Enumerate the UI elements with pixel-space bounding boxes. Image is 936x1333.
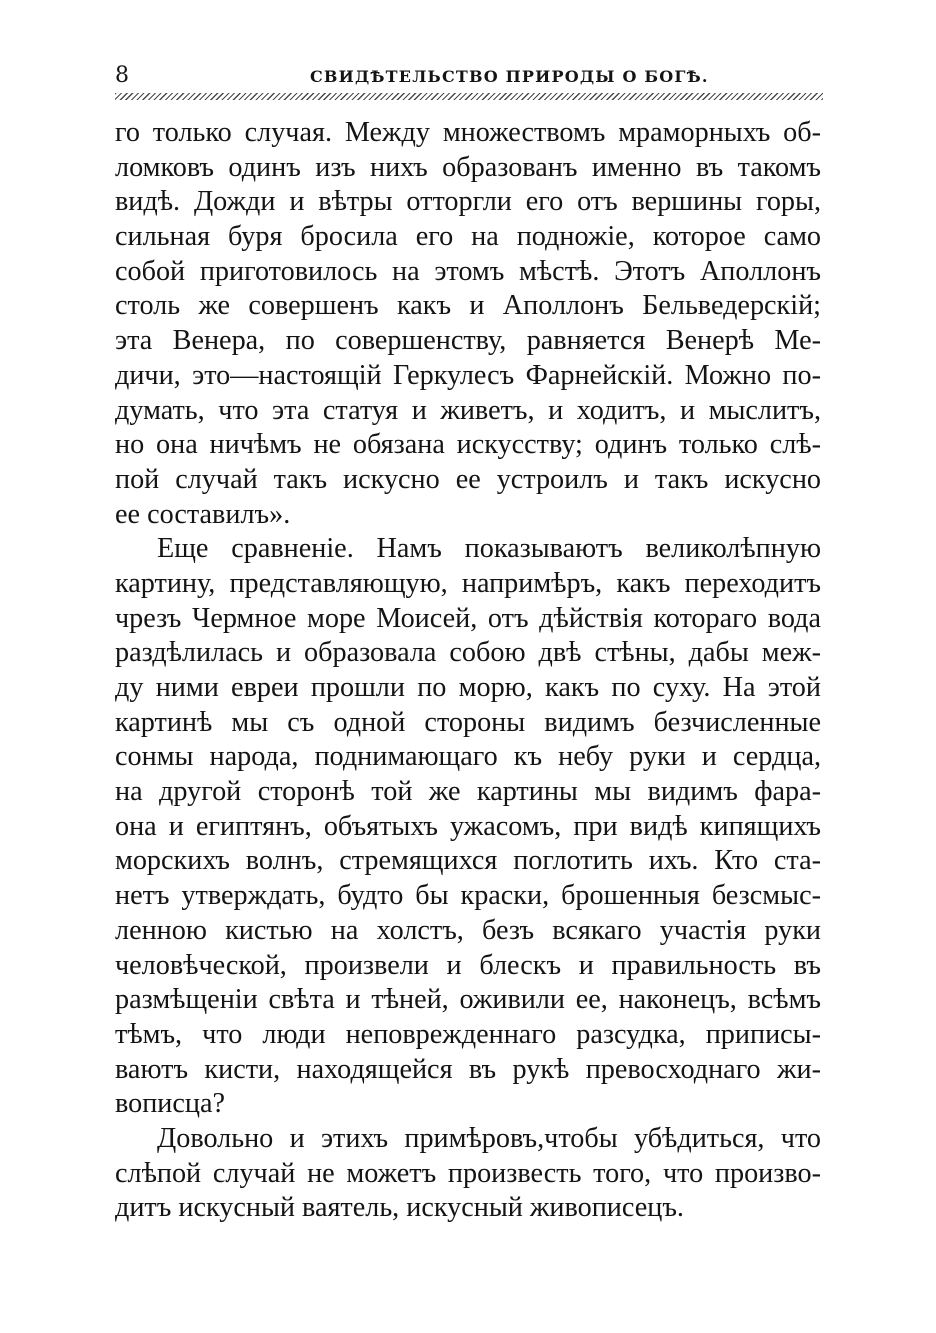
text-line: Еще сравненіе. Намъ показываютъ великолѣпную [157,533,821,565]
text-line: ее составилъ». [115,498,291,530]
text-line: тѣмъ, что люди неповрежденнаго разсудка, приписы- [115,1018,821,1050]
text-line: размѣщеніи свѣта и тѣней, оживили ее, наконецъ, всѣмъ [115,984,821,1016]
text-line: морскихъ волнъ, стремящихся поглотить ихъ. Кто ста- [115,845,821,877]
header-rule [115,93,823,100]
text-line: нетъ утверждать, будто бы краски, брошенныя безсмыс- [115,880,821,912]
text-line: сильная буря бросила его на подножіе, которое само [115,221,821,253]
text-line: дитъ искусный ваятель, искусный живописецъ. [115,1192,684,1224]
text-line: вописца? [115,1088,225,1120]
text-line: думать, что эта статуя и живетъ, и ходитъ, и мыслитъ, [115,394,821,426]
text-line: чрезъ Чермное море Моисей, отъ дѣйствія котораго вода [115,602,821,634]
body-text [115,116,821,1226]
text-line: раздѣлилась и образовала собою двѣ стѣны, дабы меж- [115,637,821,669]
text-line: ду ними евреи прошли по морю, какъ по суху. На этой [115,672,821,703]
text-line: го только случая. Между множествомъ мраморныхъ об- [115,117,821,148]
paragraph-2 [115,532,821,1122]
text-line: слѣпой случай не можетъ произвесть того, что произво- [115,1157,821,1189]
text-line: Довольно и этихъ примѣровъ,чтобы убѣдиться, что [157,1122,821,1154]
text-line: видѣ. Дожди и вѣтры отторгли его отъ вершины горы, [115,186,821,218]
text-line: сонмы народа, поднимающаго къ небу руки и сердца, [115,741,821,773]
text-line: пой случай такъ искусно ее устроилъ и такъ искусно [115,463,821,495]
text-line: эта Венера, по совершенству, равняется Венерѣ Ме- [115,325,821,357]
text-line: ломковъ одинъ изъ нихъ образованъ именно въ такомъ [115,151,821,183]
text-line: собой приготовилось на этомъ мѣстѣ. Этотъ Аполлонъ [115,255,821,287]
running-head [115,62,823,92]
paragraph-1 [115,116,821,532]
text-line: картинѣ мы съ одной стороны видимъ безчисленные [115,706,821,738]
text-line: ваютъ кисти, находящейся въ рукѣ превосходнаго жи- [115,1053,821,1085]
text-line: ленною кистью на холстъ, безъ всякаго участія руки [115,914,821,946]
text-line: она и египтянъ, объятыхъ ужасомъ, при видѣ кипящихъ [115,810,821,842]
text-line: дичи, это—настоящій Геркулесъ Фарнейскій. Можно по- [115,359,821,391]
text-line: но она ничѣмъ не обязана искусству; одинъ только слѣ- [115,429,821,461]
text-line: столь же совершенъ какъ и Аполлонъ Бельведерскій; [115,290,821,322]
text-line: картину, представляющую, напримѣръ, какъ переходитъ [115,567,821,599]
page-number: 8 [115,63,129,88]
text-line: на другой сторонѣ той же картины мы видимъ фара- [115,776,821,808]
running-title: СВИДѢТЕЛЬСТВО ПРИРОДЫ О БОГѢ. [310,67,709,86]
text-line: человѣческой, произвели и блескъ и правильность въ [115,949,821,981]
paragraph-3 [115,1122,821,1226]
